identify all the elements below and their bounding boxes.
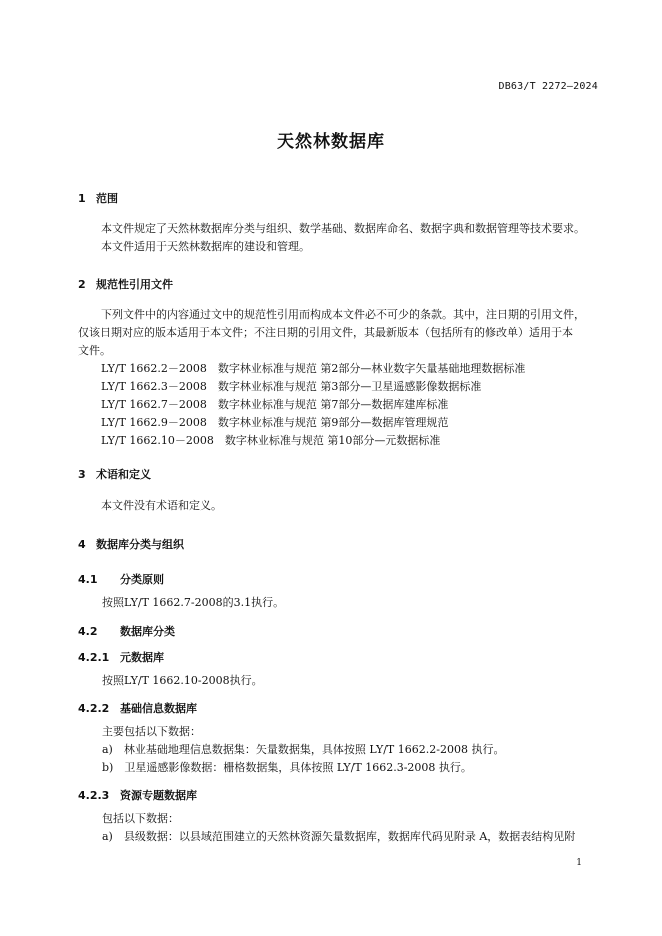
paragraph: 本文件没有术语和定义。 [101,499,222,512]
subsection-heading-4-2 [78,623,175,639]
section-heading-4 [78,536,184,552]
section-number: 4 [78,538,86,551]
section-title: 资源专题数据库 [120,789,197,802]
section-title: 数据库分类与组织 [96,538,184,551]
paragraph-line: 仅该日期对应的版本适用于本文件；不注日期的引用文件，其最新版本（包括所有的修改单）适用于本 [78,326,573,339]
reference-item: LY/T 1662.2－2008 数字林业标准与规范 第2部分—林业数字矢量基础地理数据标准 [101,362,526,375]
document-number: DB63/T 2272—2024 [498,81,598,92]
paragraph: 本文件适用于天然林数据库的建设和管理。 [101,240,310,253]
list-item: b) 卫星遥感影像数据：栅格数据集，具体按照 LY/T 1662.3-2008 执行。 [102,761,472,774]
section-title: 数据库分类 [120,625,175,638]
section-number: 4.1 [78,573,98,586]
section-title: 元数据库 [120,651,164,664]
section-title: 范围 [96,192,118,205]
section-number: 3 [78,468,86,481]
reference-item: LY/T 1662.3－2008 数字林业标准与规范 第3部分—卫星遥感影像数据标准 [101,380,482,393]
section-heading-1 [78,190,118,206]
reference-item: LY/T 1662.10－2008 数字林业标准与规范 第10部分—元数据标准 [101,434,441,447]
section-title: 术语和定义 [96,468,151,481]
subsection-heading-4-2-1 [78,649,164,665]
paragraph: 按照LY/T 1662.7-2008的3.1执行。 [102,596,285,609]
paragraph: 本文件规定了天然林数据库分类与组织、数学基础、数据库命名、数据字典和数据管理等技术要求。 [101,222,585,235]
paragraph-line: 下列文件中的内容通过文中的规范性引用而构成本文件必不可少的条款。其中，注日期的引用文件， [101,308,585,321]
section-heading-2 [78,276,173,292]
section-number: 4.2.3 [78,789,110,802]
page-number: 1 [576,858,582,868]
section-number: 2 [78,278,86,291]
section-number: 1 [78,192,86,205]
paragraph: 包括以下数据： [102,812,179,825]
paragraph: 主要包括以下数据： [102,725,201,738]
section-title: 分类原则 [120,573,164,586]
list-item: a) 县级数据：以县域范围建立的天然林资源矢量数据库，数据库代码见附录 A，数据表结构见附 [102,830,576,843]
section-title: 基础信息数据库 [120,702,197,715]
subsection-heading-4-2-2 [78,700,197,716]
list-item: a) 林业基础地理信息数据集：矢量数据集，具体按照 LY/T 1662.2-2008 执行。 [102,743,505,756]
section-title: 规范性引用文件 [96,278,173,291]
subsection-heading-4-1 [78,571,164,587]
document-title: 天然林数据库 [277,132,385,152]
section-number: 4.2 [78,625,98,638]
subsection-heading-4-2-3 [78,787,197,803]
reference-item: LY/T 1662.7－2008 数字林业标准与规范 第7部分—数据库建库标准 [101,398,449,411]
section-number: 4.2.1 [78,651,110,664]
section-heading-3 [78,466,151,482]
reference-item: LY/T 1662.9－2008 数字林业标准与规范 第9部分—数据库管理规范 [101,416,449,429]
paragraph-line: 文件。 [78,344,111,357]
paragraph: 按照LY/T 1662.10-2008执行。 [102,674,263,687]
section-number: 4.2.2 [78,702,110,715]
